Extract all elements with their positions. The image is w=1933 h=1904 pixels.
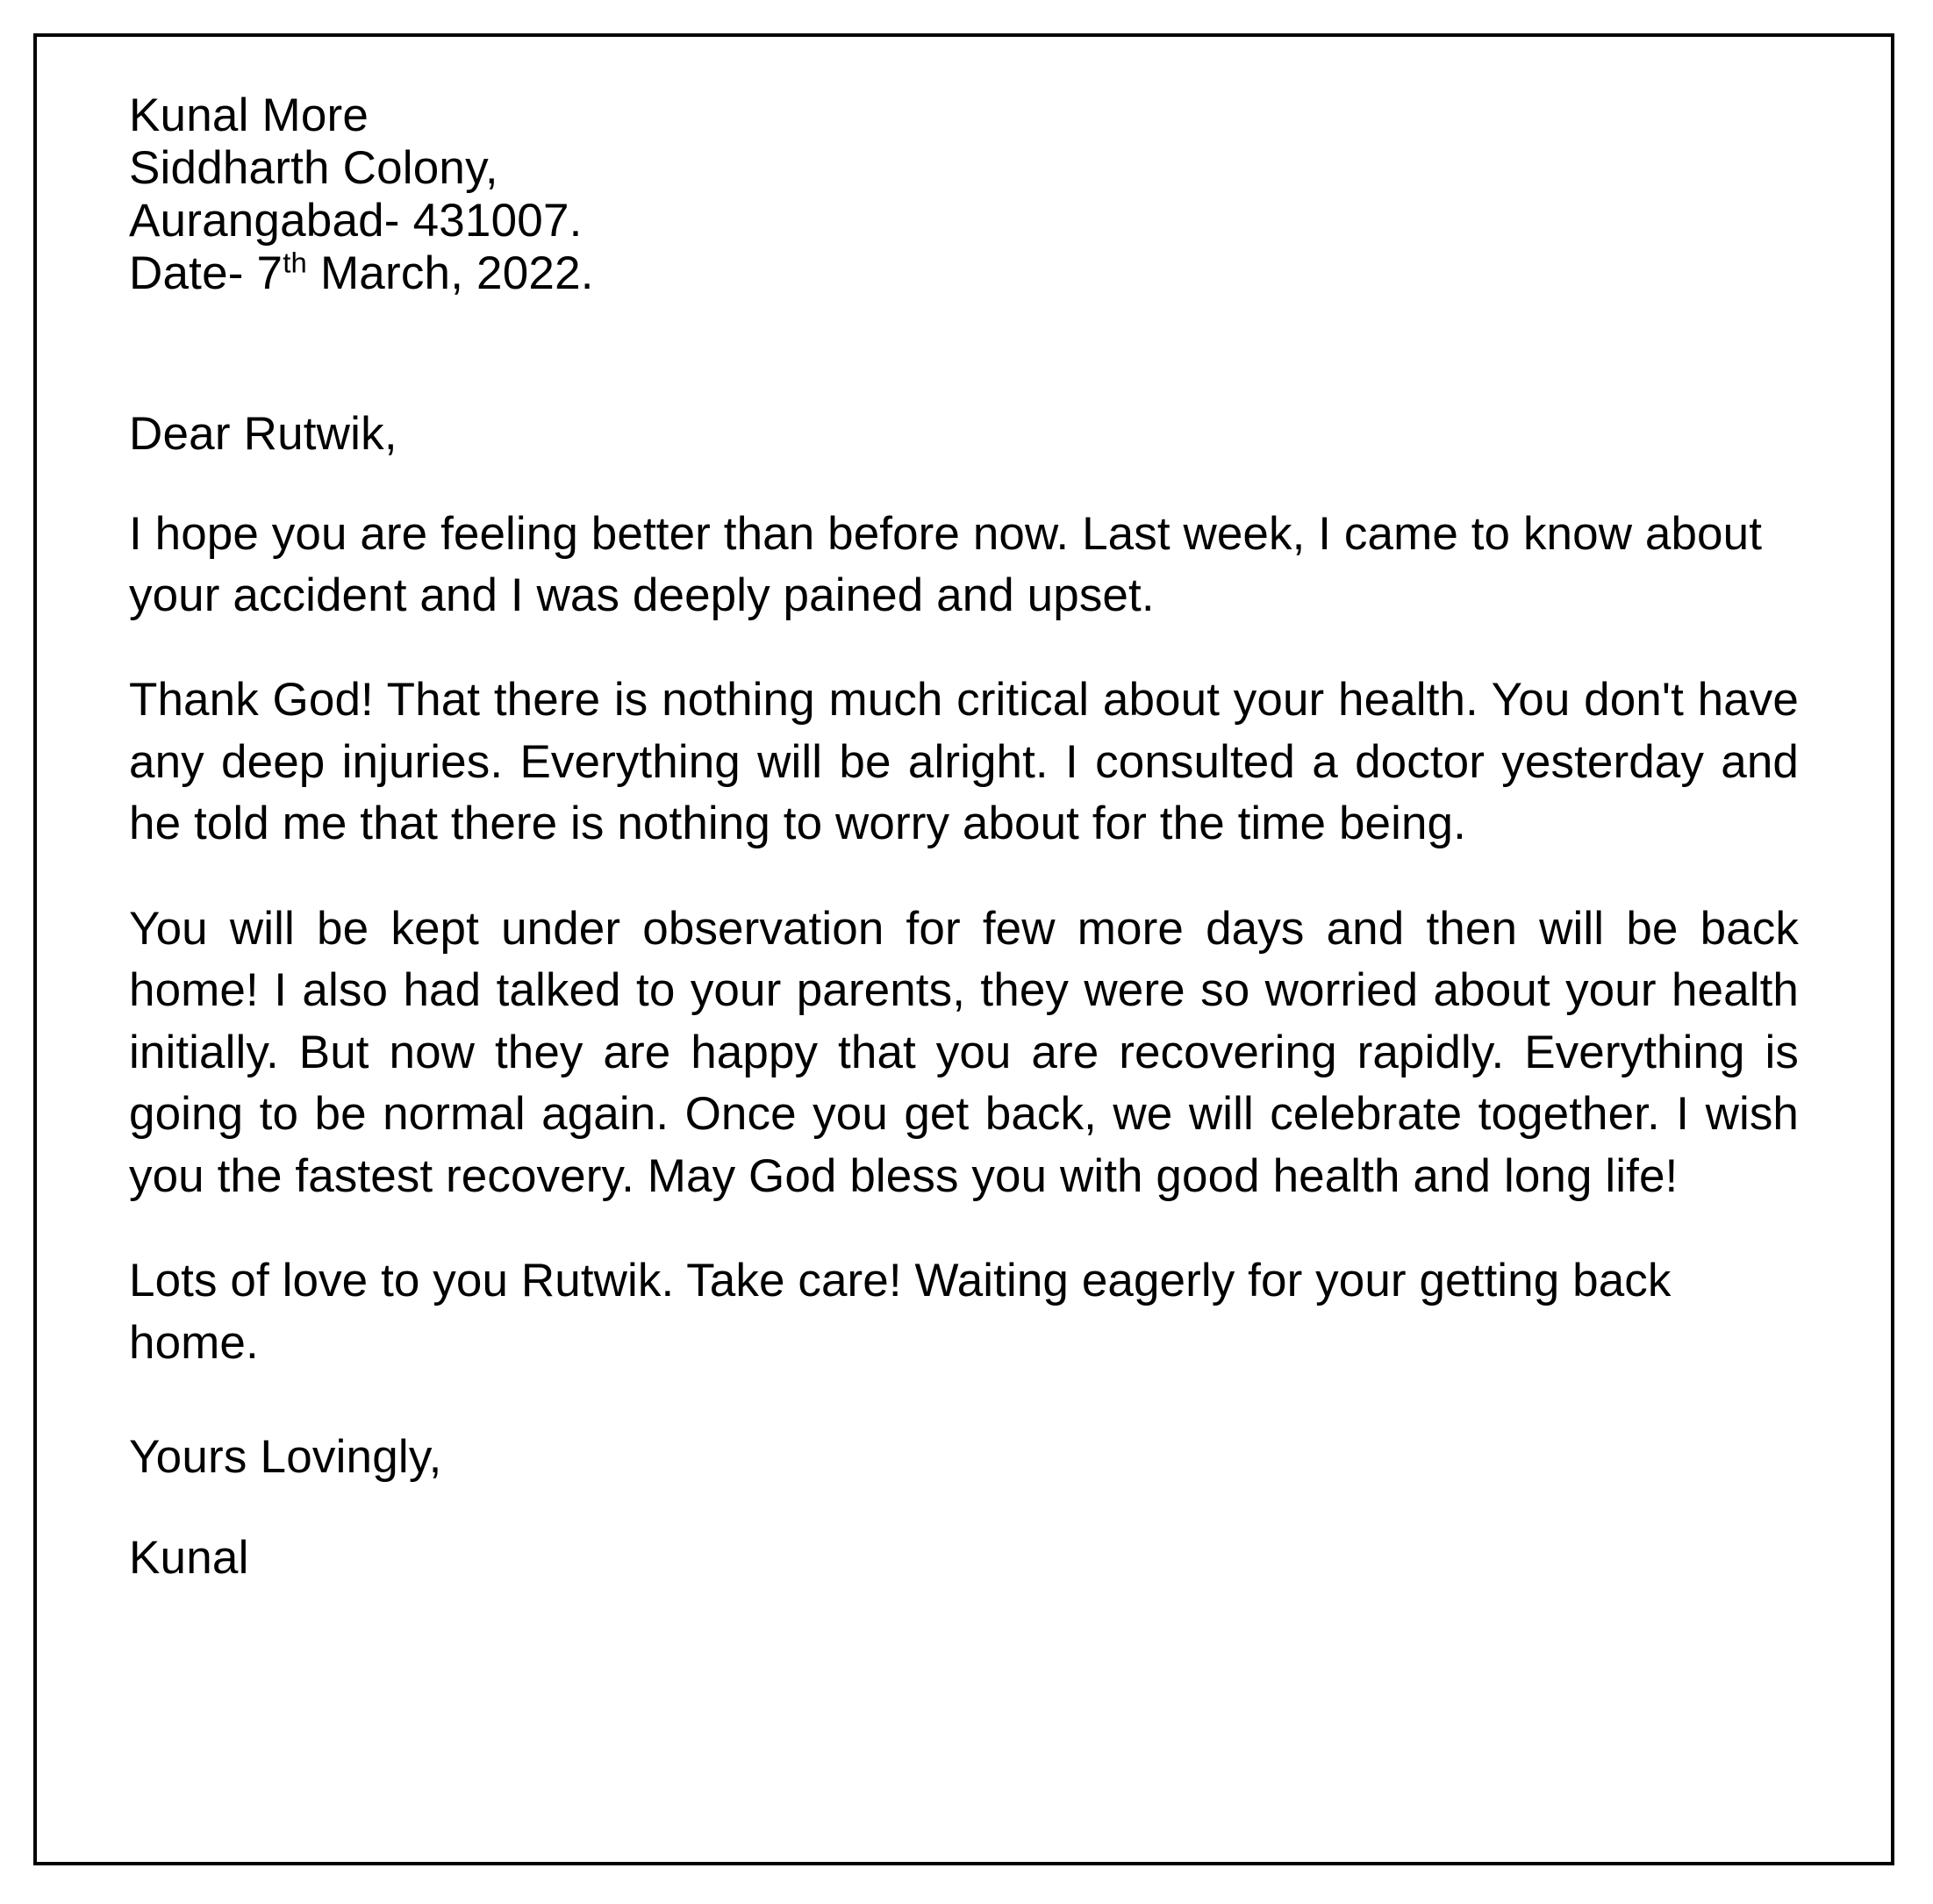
signature-name: Kunal bbox=[129, 1532, 249, 1585]
sender-city: Aurangabad- 431007. bbox=[129, 194, 583, 247]
body-paragraph-2: Thank God! That there is nothing much critical about your health. You don't have any deep injuries. Everything will be alright. I consulted a doctor yesterday and he told me that there is nothing to worry about for the time being. bbox=[129, 674, 1799, 850]
closing-line: Yours Lovingly, bbox=[129, 1431, 442, 1484]
date-ordinal-suffix: th bbox=[283, 245, 308, 278]
body-paragraph-1: I hope you are feeling better than before now. Last week, I came to know about your accident and I was deeply pained and upset. bbox=[129, 507, 1763, 621]
date-suffix: March, 2022. bbox=[307, 247, 594, 299]
letter-frame bbox=[33, 33, 1894, 1865]
date-prefix: Date- 7 bbox=[129, 247, 283, 299]
salutation: Dear Rutwik, bbox=[129, 407, 397, 460]
body-paragraph-3: You will be kept under observation for few more days and then will be back home! I also had talked to your parents, they were so worried about your health initially. But now they are happy that you are recovering rapidly. Everything is going to be normal again. Once you get back, we will celebrate together. I wish you the fastest recovery. May God bless you with good health and long life! bbox=[129, 902, 1799, 1202]
body-paragraph-4: Lots of love to you Rutwik. Take care! Waiting eagerly for your getting back home. bbox=[129, 1255, 1672, 1369]
sender-address-block bbox=[129, 89, 1799, 300]
letter-date bbox=[129, 247, 1799, 300]
sender-street: Siddharth Colony, bbox=[129, 141, 498, 194]
sender-name: Kunal More bbox=[129, 89, 369, 141]
